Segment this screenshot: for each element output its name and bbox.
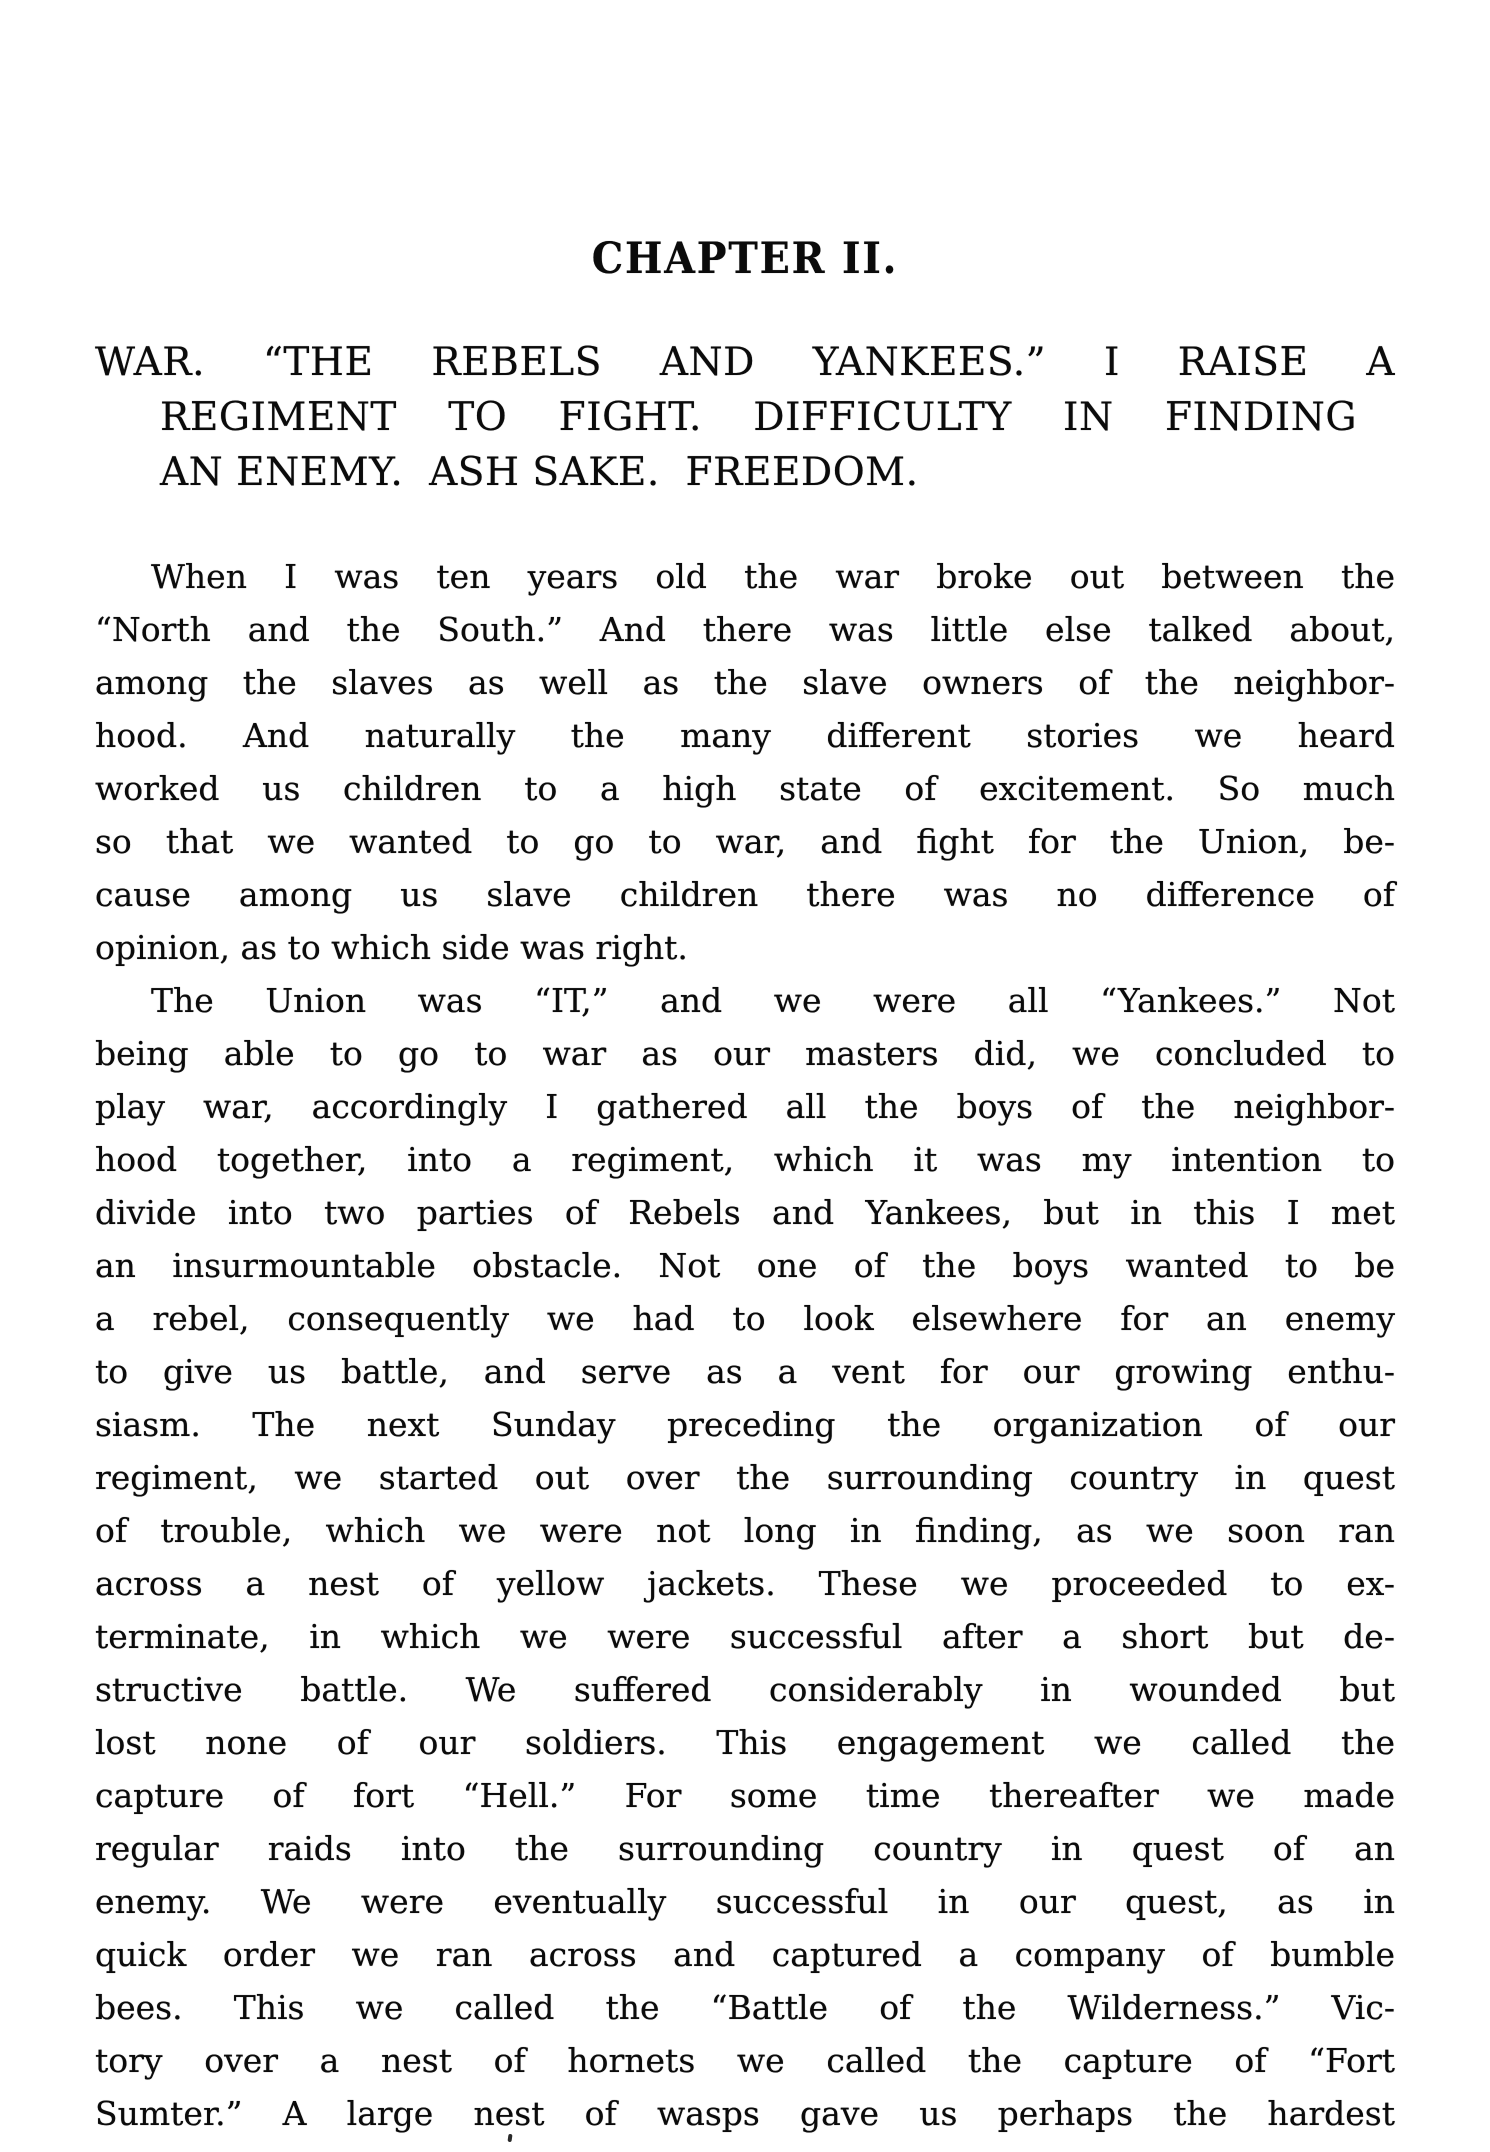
- text-line: opinion, as to which side was right.: [95, 928, 688, 968]
- text-line: Sumter.” A large nest of wasps gave us perhaps the hardest: [95, 2094, 1395, 2134]
- text-line: so that we wanted to go to war, and fight for the Union, be-: [95, 822, 1395, 862]
- text-line: hood together, into a regiment, which it was my intention to: [95, 1140, 1395, 1180]
- text-line: regular raids into the surrounding country in quest of an: [95, 1829, 1395, 1869]
- text-line: a rebel, consequently we had to look elsewhere for an enemy: [95, 1299, 1395, 1339]
- text-line: bees. This we called the “Battle of the Wilderness.” Vic-: [95, 1988, 1395, 2028]
- text-line: divide into two parties of Rebels and Yankees, but in this I met: [95, 1193, 1395, 1233]
- text-line: enemy. We were eventually successful in our quest, as in: [95, 1882, 1395, 1922]
- text-line: structive battle. We suffered considerably in wounded but: [95, 1670, 1395, 1710]
- chapter-subtitle: [95, 335, 1395, 500]
- text-line: tory over a nest of hornets we called the capture of “Fort: [95, 2041, 1395, 2081]
- text-line: to give us battle, and serve as a vent for our growing enthu-: [95, 1352, 1395, 1392]
- text-line: across a nest of yellow jackets. These we proceeded to ex-: [95, 1564, 1395, 1604]
- text-line: play war, accordingly I gathered all the boys of the neighbor-: [95, 1087, 1395, 1127]
- chapter-subtitle-line: REGIMENT TO FIGHT. DIFFICULTY IN FINDING: [160, 395, 1357, 441]
- text-line: quick order we ran across and captured a company of bumble: [95, 1935, 1395, 1975]
- text-line: siasm. The next Sunday preceding the organization of our: [95, 1405, 1395, 1445]
- text-line: lost none of our soldiers. This engagement we called the: [95, 1723, 1395, 1763]
- text-line: among the slaves as well as the slave owners of the neighbor-: [95, 663, 1395, 703]
- paragraph: [95, 974, 1395, 2140]
- text-line: of trouble, which we were not long in finding, as we soon ran: [95, 1511, 1395, 1551]
- chapter-subtitle-line: AN ENEMY. ASH SAKE. FREEDOM.: [160, 450, 919, 496]
- text-line: When I was ten years old the war broke out between the: [151, 557, 1395, 597]
- text-line: The Union was “IT,” and we were all “Yankees.” Not: [151, 981, 1395, 1021]
- print-artifact-speck: [507, 2134, 512, 2142]
- body-text: [95, 550, 1395, 2140]
- chapter-heading: CHAPTER II.: [591, 234, 899, 284]
- text-line: capture of fort “Hell.” For some time thereafter we made: [95, 1776, 1395, 1816]
- text-line: “North and the South.” And there was little else talked about,: [95, 610, 1395, 650]
- text-block: [95, 236, 1395, 2140]
- chapter-subtitle-line: WAR. “THE REBELS AND YANKEES.” I RAISE A: [95, 340, 1395, 386]
- text-line: worked us children to a high state of excitement. So much: [95, 769, 1395, 809]
- text-line: being able to go to war as our masters did, we concluded to: [95, 1034, 1395, 1074]
- text-line: regiment, we started out over the surrounding country in quest: [95, 1458, 1395, 1498]
- text-line: terminate, in which we were successful after a short but de-: [95, 1617, 1395, 1657]
- text-line: hood. And naturally the many different stories we heard: [95, 716, 1395, 756]
- text-line: an insurmountable obstacle. Not one of the boys wanted to be: [95, 1246, 1395, 1286]
- text-line: cause among us slave children there was no difference of: [95, 875, 1395, 915]
- paragraph: [95, 550, 1395, 974]
